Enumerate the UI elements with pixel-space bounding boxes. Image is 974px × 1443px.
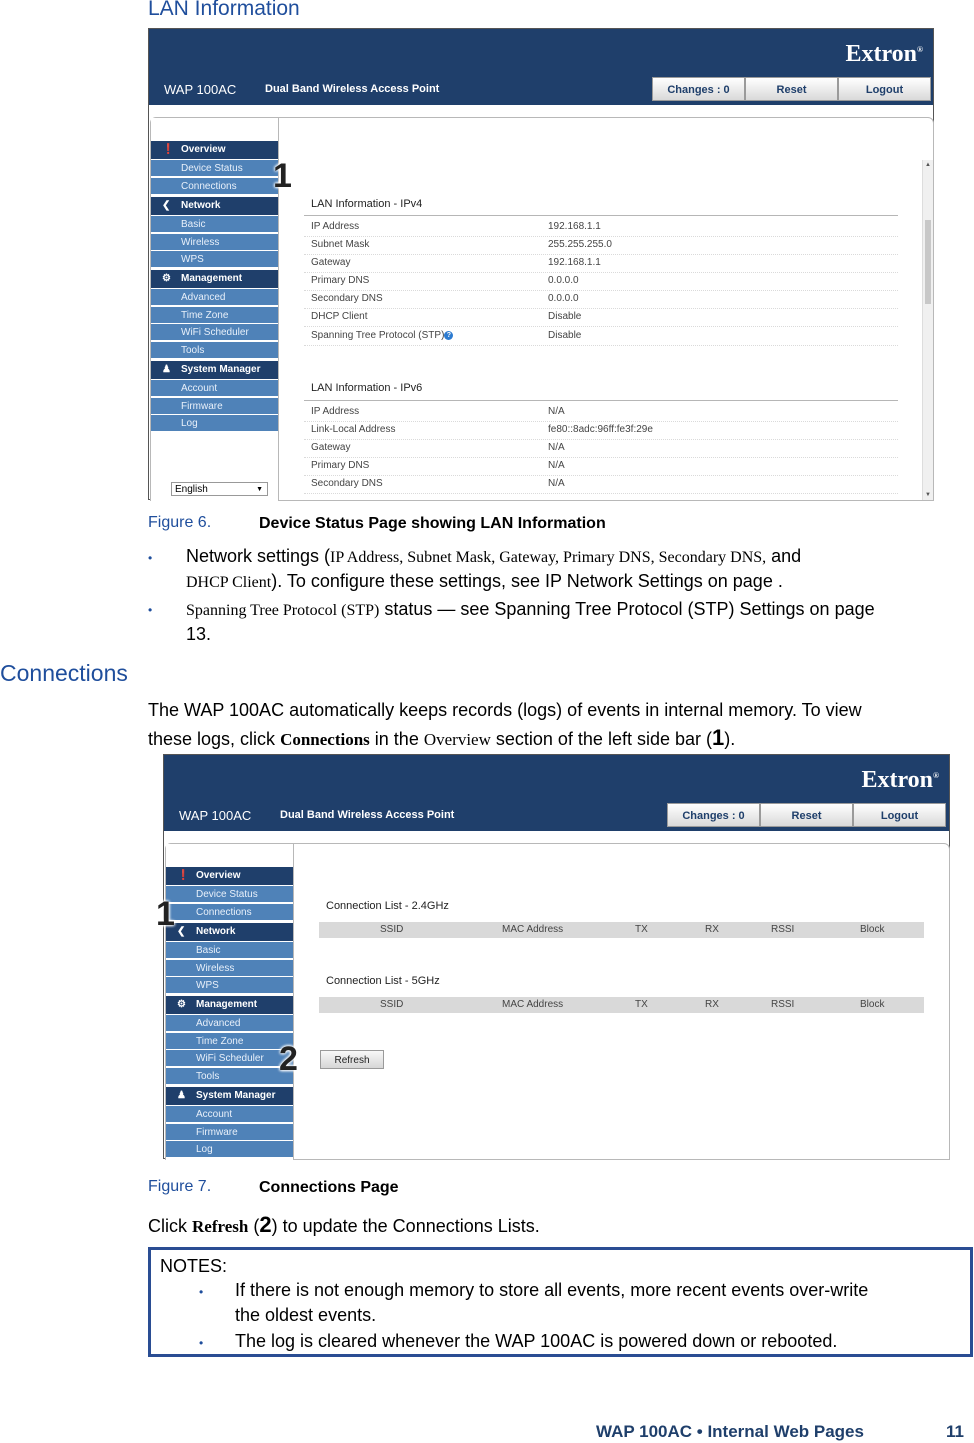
sidebar-section-label: System Manager [181,364,261,375]
column-header-mac-address: MAC Address [502,924,564,935]
row-label: Primary DNS [311,460,370,471]
table-row [304,218,898,237]
sidebar-item-wifi-scheduler[interactable]: WiFi Scheduler [151,324,278,341]
sidebar-section-overview[interactable] [151,141,278,159]
sidebar-item-time-zone[interactable]: Time Zone [166,1033,293,1050]
footer-title: WAP 100AC • Internal Web Pages [596,1422,864,1441]
sidebar-item-wireless[interactable]: Wireless [166,960,293,977]
figure-title: Device Status Page showing LAN Information [259,515,606,532]
text: Refresh [192,1217,249,1236]
row-value: 0.0.0.0 [548,275,579,286]
app-header [164,755,949,831]
product-name: WAP 100AC [164,82,237,97]
text: ). [724,729,736,749]
sidebar-section-label: Network [181,200,221,211]
info-icon: ❗ [162,144,175,155]
extron-logo [861,767,939,794]
bullet-glyph: • [148,551,153,565]
sidebar-item-wireless[interactable]: Wireless [151,234,278,251]
figure-number: Figure 7. [148,1178,212,1195]
sidebar-item-wps[interactable]: WPS [166,977,293,994]
sidebar-item-firmware[interactable]: Firmware [151,398,278,415]
sidebar-item-connections[interactable]: Connections [151,178,278,195]
share-icon: ❮ [177,926,186,937]
bullet-glyph: • [199,1285,204,1299]
connections-paragraph-line2 [148,725,948,752]
app-header [149,29,933,105]
content-panel [165,843,950,1160]
left-sidebar [151,118,279,501]
column-header-ssid: SSID [380,999,404,1010]
text: Click [148,1216,192,1236]
section-heading-lan-information: LAN Information [148,0,300,20]
sidebar-item-basic[interactable]: Basic [151,216,278,233]
column-header-tx: TX [635,999,648,1010]
text: Connections [280,730,370,749]
row-label: Secondary DNS [311,293,383,304]
text: ) to update the Connections Lists. [271,1216,540,1236]
scroll-down-icon[interactable]: ▼ [925,492,931,498]
left-sidebar [166,844,294,1160]
figure-7-caption [148,1178,399,1196]
row-label: DHCP Client [311,311,368,322]
table-row [304,236,898,255]
connection-list-24ghz-title: Connection List - 2.4GHz [326,900,449,912]
sidebar-item-advanced[interactable]: Advanced [166,1015,293,1032]
sidebar-item-firmware[interactable]: Firmware [166,1124,293,1141]
text: in the [369,729,424,749]
bullet-glyph: • [148,603,153,617]
column-header-rssi: RSSI [771,924,795,935]
bullet-network-settings-line2 [186,569,954,595]
sidebar-section-label: Management [181,273,243,284]
content-panel [150,117,934,501]
row-label-text: Spanning Tree Protocol (STP) [311,330,445,341]
sidebar-section-network[interactable] [151,197,278,215]
figure-number: Figure 6. [148,514,212,531]
row-value: Disable [548,330,582,341]
product-name: WAP 100AC [179,808,252,823]
sidebar-item-log[interactable]: Log [166,1141,293,1158]
table-row [304,272,898,291]
click-refresh-paragraph [148,1212,948,1239]
user-icon: ♟ [177,1090,186,1101]
divider [304,215,898,216]
row-label [311,327,453,345]
column-header-rssi: RSSI [771,999,795,1010]
refresh-button[interactable]: Refresh [320,1050,384,1069]
sidebar-item-advanced[interactable]: Advanced [151,289,278,306]
logo-text: Extron [861,767,934,793]
scroll-up-icon[interactable]: ▲ [925,162,931,168]
column-header-rx: RX [705,924,719,935]
sidebar-item-account[interactable]: Account [151,380,278,397]
sidebar-item-wps[interactable]: WPS [151,251,278,268]
share-icon: ❮ [162,200,171,211]
page-number: 11 [946,1422,964,1441]
connection-list-5ghz-title: Connection List - 5GHz [326,975,440,987]
sidebar-section-overview[interactable] [166,867,293,885]
text: Network settings ( [186,546,331,566]
connection-list-5ghz-header [319,997,924,1013]
extron-logo [845,41,923,68]
gear-icon: ⚙ [162,273,171,284]
notes-box [148,1247,973,1357]
reset-button[interactable]: Reset [760,803,853,827]
row-label: Subnet Mask [311,239,370,250]
sidebar-item-device-status[interactable]: Device Status [166,886,293,903]
text: DHCP Client [186,574,272,591]
sidebar-section-system-manager[interactable] [151,361,278,379]
section-heading-connections: Connections [0,660,128,686]
text: 1 [712,725,725,750]
sidebar-section-label: System Manager [196,1090,276,1101]
table-row [304,439,898,458]
changes-button[interactable]: Changes : 0 [667,803,760,827]
column-header-ssid: SSID [380,924,404,935]
divider [304,400,898,401]
logout-button[interactable]: Logout [838,77,931,101]
sidebar-section-network[interactable] [166,923,293,941]
sidebar-item-tools[interactable]: Tools [151,342,278,359]
sidebar-section-management[interactable] [166,996,293,1014]
table-row [304,290,898,309]
row-value: 255.255.255.0 [548,239,612,250]
row-value: N/A [548,460,565,471]
callout-1: 1 [156,895,175,933]
row-label: IP Address [311,406,360,417]
table-row [304,457,898,476]
sidebar-section-management[interactable] [151,270,278,288]
lan-ipv4-title: LAN Information - IPv4 [311,198,423,210]
bullet-network-settings [186,544,954,570]
text: status — see Spanning Tree Protocol (STP) Settings on page [379,599,875,619]
column-header-tx: TX [635,924,648,935]
info-icon: ❗ [177,870,190,881]
table-row [304,475,898,494]
row-label: IP Address [311,221,360,232]
connections-paragraph-line1: The WAP 100AC automatically keeps records (logs) of events in internal memory. To view [148,700,862,720]
chevron-down-icon: ▼ [256,486,263,493]
sidebar-section-system-manager[interactable] [166,1087,293,1105]
row-label: Primary DNS [311,275,370,286]
row-value: N/A [548,406,565,417]
gear-icon: ⚙ [177,999,186,1010]
sidebar-section-label: Management [196,999,258,1010]
column-header-block: Block [860,999,885,1010]
sidebar-item-log[interactable]: Log [151,415,278,432]
text: section of the left side bar ( [490,729,712,749]
sidebar-section-label: Network [196,926,236,937]
row-label: Link-Local Address [311,424,396,435]
connections-screenshot [156,754,950,1159]
figure-6-caption [148,514,606,532]
device-status-screenshot [148,28,934,500]
row-value: 192.168.1.1 [548,221,601,232]
table-row [304,403,898,422]
column-header-rx: RX [705,999,719,1010]
language-select[interactable] [171,482,268,496]
row-value: N/A [548,442,565,453]
row-value: 0.0.0.0 [548,293,579,304]
note-memory: If there is not enough memory to store all events, more recent events over-write [235,1280,869,1300]
vertical-scrollbar[interactable] [922,160,933,500]
column-header-mac-address: MAC Address [502,999,564,1010]
logo-registered-mark: ® [917,45,923,54]
row-label: Secondary DNS [311,478,383,489]
text: Overview [423,730,491,749]
sidebar-item-connections[interactable]: Connections [166,904,293,921]
table-row [304,254,898,273]
sidebar-item-wifi-scheduler[interactable]: WiFi Scheduler [166,1050,293,1067]
sidebar-item-account[interactable]: Account [166,1106,293,1123]
bullet-stp-status [186,597,966,623]
bullet-stp-status-line2: 13. [186,624,212,644]
table-row [304,308,898,327]
column-header-block: Block [860,924,885,935]
lan-ipv6-title: LAN Information - IPv6 [311,382,423,394]
callout-1: 1 [273,157,292,195]
text: Spanning Tree Protocol (STP) [186,602,380,619]
sidebar-section-label: Overview [196,870,241,881]
text: 2 [259,1212,272,1237]
figure-title: Connections Page [259,1179,399,1196]
row-value: N/A [548,478,565,489]
product-subtitle: Dual Band Wireless Access Point [280,809,455,821]
language-value: English [175,484,208,495]
sidebar-item-time-zone[interactable]: Time Zone [151,307,278,324]
product-subtitle: Dual Band Wireless Access Point [265,83,440,95]
note-log-cleared: The log is cleared whenever the WAP 100AC is powered down or rebooted. [235,1331,838,1351]
changes-button[interactable]: Changes : 0 [652,77,745,101]
logo-registered-mark: ® [933,771,939,780]
table-row [304,421,898,440]
bullet-glyph: • [199,1336,204,1350]
text: ). To configure these settings, see IP Network Settings on page . [271,571,783,591]
row-value: fe80::8adc:96ff:fe3f:29e [548,424,653,435]
user-icon: ♟ [162,364,171,375]
help-icon[interactable]: ? [444,331,453,340]
logout-button[interactable]: Logout [853,803,946,827]
text: these logs, click [148,729,281,749]
text: and [766,546,802,566]
row-label: Gateway [311,442,351,453]
sidebar-item-device-status[interactable]: Device Status [151,160,278,177]
reset-button[interactable]: Reset [745,77,838,101]
sidebar-section-label: Overview [181,144,226,155]
text: IP Address, Subnet Mask, Gateway, Primary DNS, Secondary DNS, [330,549,767,566]
sidebar-item-tools[interactable]: Tools [166,1068,293,1085]
notes-title: NOTES: [160,1256,228,1276]
table-row [304,327,898,346]
row-value: 192.168.1.1 [548,257,601,268]
row-label: Gateway [311,257,351,268]
scroll-thumb[interactable] [925,220,931,304]
row-value: Disable [548,311,582,322]
connection-list-24ghz-header [319,922,924,938]
sidebar-item-basic[interactable]: Basic [166,942,293,959]
text: ( [248,1216,260,1236]
note-memory-line2: the oldest events. [235,1305,377,1325]
logo-text: Extron [845,41,918,67]
callout-2: 2 [279,1040,298,1078]
